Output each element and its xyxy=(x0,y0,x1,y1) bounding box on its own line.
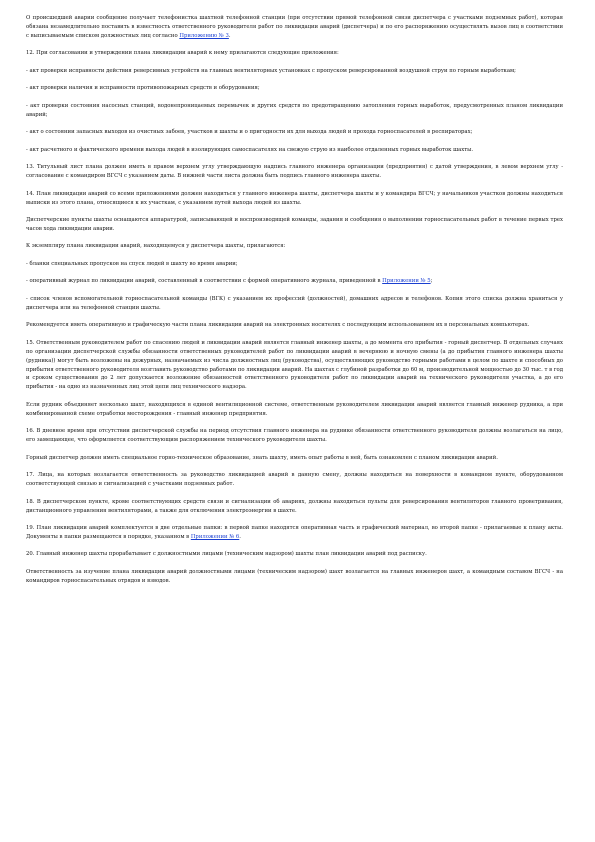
paragraph xyxy=(26,295,563,313)
paragraph-text-tail: . xyxy=(239,533,241,540)
paragraph-text: - акт проверки исправности действия реверсивных устройств на главных вентиляторных установках с пропуском реверсированной воздушной струи по горным выработкам; xyxy=(26,67,516,74)
paragraph-text: К экземпляру плана ликвидации аварий, находящемуся у диспетчера шахты, прилагаются: xyxy=(26,243,286,250)
paragraph-text: - список членов вспомогательной горноспасательной команды (ВГК) с указанием их профессий (должностей), домашних адресов и телефонов. Копия этого списка должна храниться у диспетчера или на телефонной станции шахты. xyxy=(26,295,563,311)
appendix-link[interactable]: Приложении № 6 xyxy=(190,533,240,540)
paragraph xyxy=(26,277,563,286)
paragraph xyxy=(26,498,563,516)
paragraph xyxy=(26,163,563,181)
paragraph-text: - акт расчетного и фактического времени выхода людей в изолирующих самоспасателях на свежую струю из наиболее отдаленных горных выработок шахты. xyxy=(26,146,474,153)
paragraph xyxy=(26,84,563,93)
paragraph-text: О происшедшей аварии сообщение получает телефонистка шахтной телефонной станции (при отсутствии прямой телефонной связи диспетчера с участками подземных работ), которая обязана незамедлительно поставить в известность ответственного руководителя работ по ликвидации аварий (диспетчера) и по его распоряжению осуществлять вызов лиц в соответствии с выписываемым списком должностных лиц согласно xyxy=(26,15,563,39)
paragraph xyxy=(26,427,563,445)
paragraph xyxy=(26,14,563,41)
paragraph xyxy=(26,321,563,330)
paragraph-text: 16. В дневное время при отсутствии диспетчерской службы на период отсутствия главного инженера на руднике обязанности ответственного руководителя должны возлагаться на лицо, его замещающее, что оформляется соответствующим распоряжением технического руководителя шахты. xyxy=(26,428,563,444)
paragraph-text: 15. Ответственным руководителем работ по спасению людей и ликвидации аварий является главный инженер шахты, а до момента его прибытия - горный диспетчер. В отдельных случаях по организации диспетчерской службы обязанности ответственных руководителей работ по ликвидации аварий в вечернюю и ночную смены (а до прибытия главного инженера шахты (рудника)) могут быть возложены на дежурных, назначаемых из числа должностных лиц (руководства), осуществляющих руководство горными работами в целом по шахте и способных до прибытия ответственного руководителя возглавить руководство работами по ликвидации аварий. На шахтах с глубиной разработки до 60 м, производительной мощностью до 30 тыс. т в год и сроком существования до 2 лет допускается возложение обязанностей ответственного руководителя работ по ликвидации аварий на технического руководителя участка, а до его прибытия - на одно из назначенных лиц этой цепи лиц технического надзора. xyxy=(26,339,563,391)
paragraph-text: 14. План ликвидации аварий со всеми приложениями должен находиться у главного инженера шахты, диспетчера шахты и у командира ВГСЧ; у начальников участков должны находиться выписки из этого плана, относящиеся к их участкам, с указанием путей выхода людей из шахты. xyxy=(26,190,563,206)
paragraph-text: Ответственность за изучение плана ликвидации аварий должностными лицами (техническим надзором) шахт возлагается на главных инженеров шахт, а командным составом ВГСЧ - на командиров горноспасательных отрядов и взводов. xyxy=(26,568,563,584)
paragraph xyxy=(26,67,563,76)
paragraph xyxy=(26,102,563,120)
paragraph xyxy=(26,190,563,208)
paragraph-text: 20. Главный инженер шахты прорабатывает с должностными лицами (техническим надзором) шахты план ликвидации аварий под расписку. xyxy=(26,551,427,558)
paragraph-text: - акт проверки наличия и исправности противопожарных средств и оборудования; xyxy=(26,85,260,92)
paragraph-text: - акт проверки состояния насосных станций, водонепроницаемых перемычек и других средств по предотвращению затопления горных выработок, предусмотренных планом ликвидации аварий; xyxy=(26,102,563,118)
paragraph-text: 13. Титульный лист плана должен иметь в правом верхнем углу утверждающую надпись главного инженера организации (предприятия) с датой утверждения, в левом верхнем углу - согласование с командиром ВГСЧ с указанием даты. В нижней части листа должна быть подпись главного инженера шахты. xyxy=(26,164,563,180)
paragraph xyxy=(26,524,563,542)
paragraph-text: Рекомендуется иметь оперативную и графическую части плана ликвидации аварий на электронных носителях с последующим использованием их в персональных компьютерах. xyxy=(26,322,530,329)
appendix-link[interactable]: Приложению № 3 xyxy=(179,32,229,39)
paragraph xyxy=(26,454,563,463)
paragraph-text: 18. В диспетчерском пункте, кроме соответствующих средств связи и сигнализации об авариях, должны находиться пульты для реверсирования вентиляторов главного проветривания, дистанционного управления вентиляторами, а также для отключения электроэнергии в шахте. xyxy=(26,498,563,514)
paragraph-text: Если рудник объединяет несколько шахт, находящихся в единой вентиляционной системе, ответственным руководителем ликвидации аварий является главный инженер рудника, а при комбинированной схеме отработки месторождения - главный инженер предприятия. xyxy=(26,401,563,417)
paragraph-text: 12. При согласовании и утверждении плана ликвидации аварий к нему прилагаются следующие приложения: xyxy=(26,50,339,57)
appendix-link[interactable]: Приложении № 5 xyxy=(382,278,431,285)
paragraph-text-tail: ; xyxy=(430,278,433,285)
paragraph-text: 19. План ликвидации аварий комплектуется в две отдельные папки: в первой папке находятся оперативная часть и графический материал, во второй папке - прилагаемые к плану акты. Документы в папки размещаются в порядке, указанном в xyxy=(26,525,563,540)
paragraph xyxy=(26,128,563,137)
paragraph xyxy=(26,568,563,586)
paragraph xyxy=(26,146,563,155)
paragraph xyxy=(26,216,563,234)
paragraph-text: - бланки специальных пропусков на спуск людей в шахту во время аварии; xyxy=(26,260,238,267)
paragraph-text: - оперативный журнал по ликвидации аварий, составленный в соответствии с формой оперативного журнала, приведенной в xyxy=(26,278,383,285)
paragraph xyxy=(26,339,563,392)
paragraph xyxy=(26,260,563,269)
paragraph xyxy=(26,242,563,251)
paragraph-text: 17. Лица, на которых возлагается ответственность за руководство ликвидацией аварий в данную смену, должны находиться на поверхности в командном пункте, оборудованном соответствующей связью и сигнализацией с участками подземных работ. xyxy=(26,472,563,488)
paragraph xyxy=(26,471,563,489)
paragraph-text: Диспетчерские пункты шахты оснащаются аппаратурой, записывающей и воспроизводящей команды, задания и сообщения о выполнении горноспасательных работ в течение первых трех часов хода ликвидации аварии. xyxy=(26,217,563,232)
paragraph xyxy=(26,401,563,419)
paragraph xyxy=(26,49,563,58)
paragraph-text: - акт о состоянии запасных выходов из очистных забоев, участков и шахты и о пригодности их для выхода людей и прохода горноспасателей в респираторах; xyxy=(26,129,473,136)
paragraph xyxy=(26,550,563,559)
paragraph-text: Горный диспетчер должен иметь специальное горно-техническое образование, знать шахту, иметь опыт работы в ней, быть ознакомлен с планом ликвидации аварий. xyxy=(26,454,498,461)
paragraph-text-tail: . xyxy=(228,32,231,39)
